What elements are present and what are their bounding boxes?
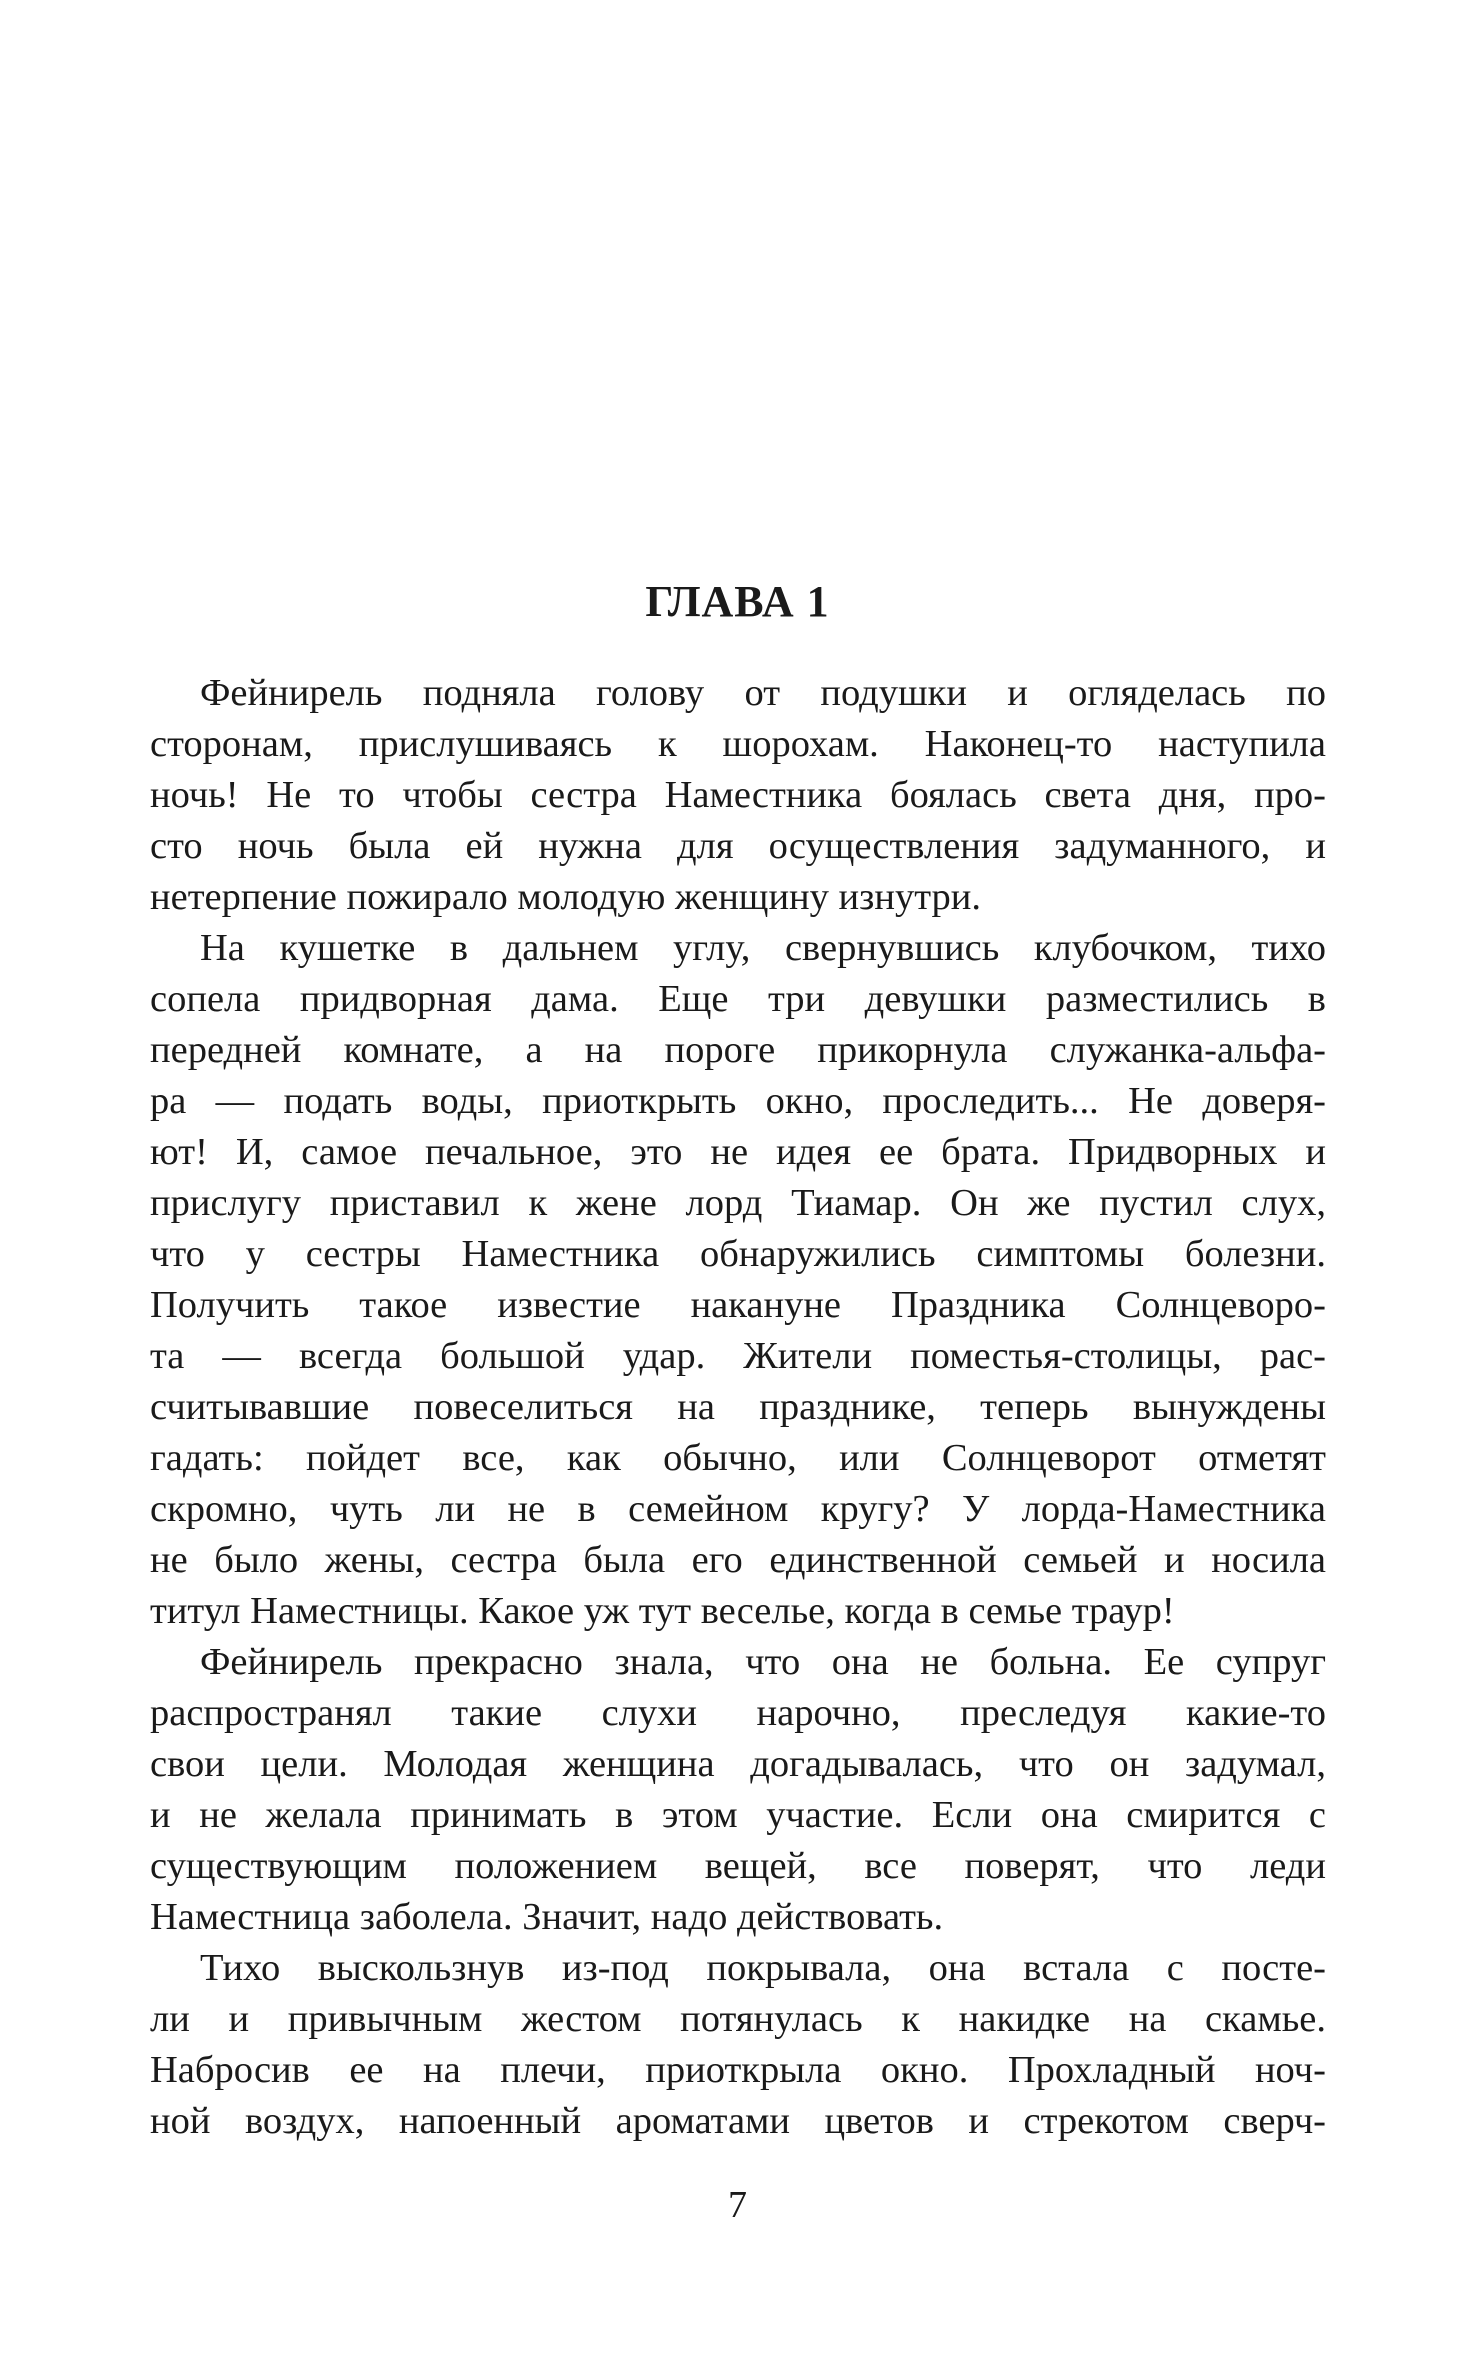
text-line: нетерпение пожирало молодую женщину изнутри. [150, 876, 981, 918]
text-line: сторонам, прислушиваясь к шорохам. Наконец-то наступила [150, 723, 1326, 765]
text-line: не было жены, сестра была его единственной семьей и носила [150, 1539, 1326, 1581]
text-line: Набросив ее на плечи, приоткрыла окно. Прохладный ноч- [150, 2049, 1326, 2091]
text-line: считывавшие повеселиться на празднике, теперь вынуждены [150, 1386, 1326, 1428]
text-line: ют! И, самое печальное, это не идея ее брата. Придворных и [150, 1131, 1326, 1173]
text-line: та — всегда большой удар. Жители поместья-столицы, рас- [150, 1335, 1326, 1377]
text-line: гадать: пойдет все, как обычно, или Солнцеворот отметят [150, 1437, 1326, 1479]
text-line: ра — подать воды, приоткрыть окно, проследить... Не доверя- [150, 1080, 1326, 1122]
text-line: титул Наместницы. Какое уж тут веселье, когда в семье траур! [150, 1590, 1175, 1632]
text-line: передней комнате, а на пороге прикорнула служанка-альфа- [150, 1029, 1326, 1071]
text-line: сопела придворная дама. Еще три девушки разместились в [150, 978, 1326, 1020]
text-line: ной воздух, напоенный ароматами цветов и стрекотом сверч- [150, 2100, 1326, 2142]
text-line: сто ночь была ей нужна для осуществления задуманного, и [150, 825, 1326, 867]
text-line: Наместница заболела. Значит, надо действовать. [150, 1896, 944, 1938]
text-line: ли и привычным жестом потянулась к накидке на скамье. [150, 1998, 1326, 2040]
page-number: 7 [728, 2184, 747, 2226]
text-line: свои цели. Молодая женщина догадывалась, что он задумал, [150, 1743, 1326, 1785]
text-line: и не желала принимать в этом участие. Если она смирится с [150, 1794, 1326, 1836]
text-line: существующим положением вещей, все поверят, что леди [150, 1845, 1326, 1887]
chapter-title: ГЛАВА 1 [645, 577, 830, 626]
text-line: распространял такие слухи нарочно, преследуя какие-то [150, 1692, 1326, 1734]
text-line: На кушетке в дальнем углу, свернувшись клубочком, тихо [200, 927, 1326, 969]
chapter-body-text [150, 668, 1326, 2147]
text-line: скромно, чуть ли не в семейном кругу? У лорда-Наместника [150, 1488, 1326, 1530]
text-line: что у сестры Наместника обнаружились симптомы болезни. [150, 1233, 1326, 1275]
text-line: Фейнирель подняла голову от подушки и огляделась по [200, 672, 1326, 714]
text-line: ночь! Не то чтобы сестра Наместника боялась света дня, про- [150, 774, 1326, 816]
text-line: Тихо выскользнув из-под покрывала, она встала с посте- [200, 1947, 1326, 1989]
text-line: Получить такое известие накануне Праздника Солнцеворо- [150, 1284, 1326, 1326]
text-line: Фейнирель прекрасно знала, что она не больна. Ее супруг [200, 1641, 1326, 1683]
text-line: прислугу приставил к жене лорд Тиамар. Он же пустил слух, [150, 1182, 1326, 1224]
